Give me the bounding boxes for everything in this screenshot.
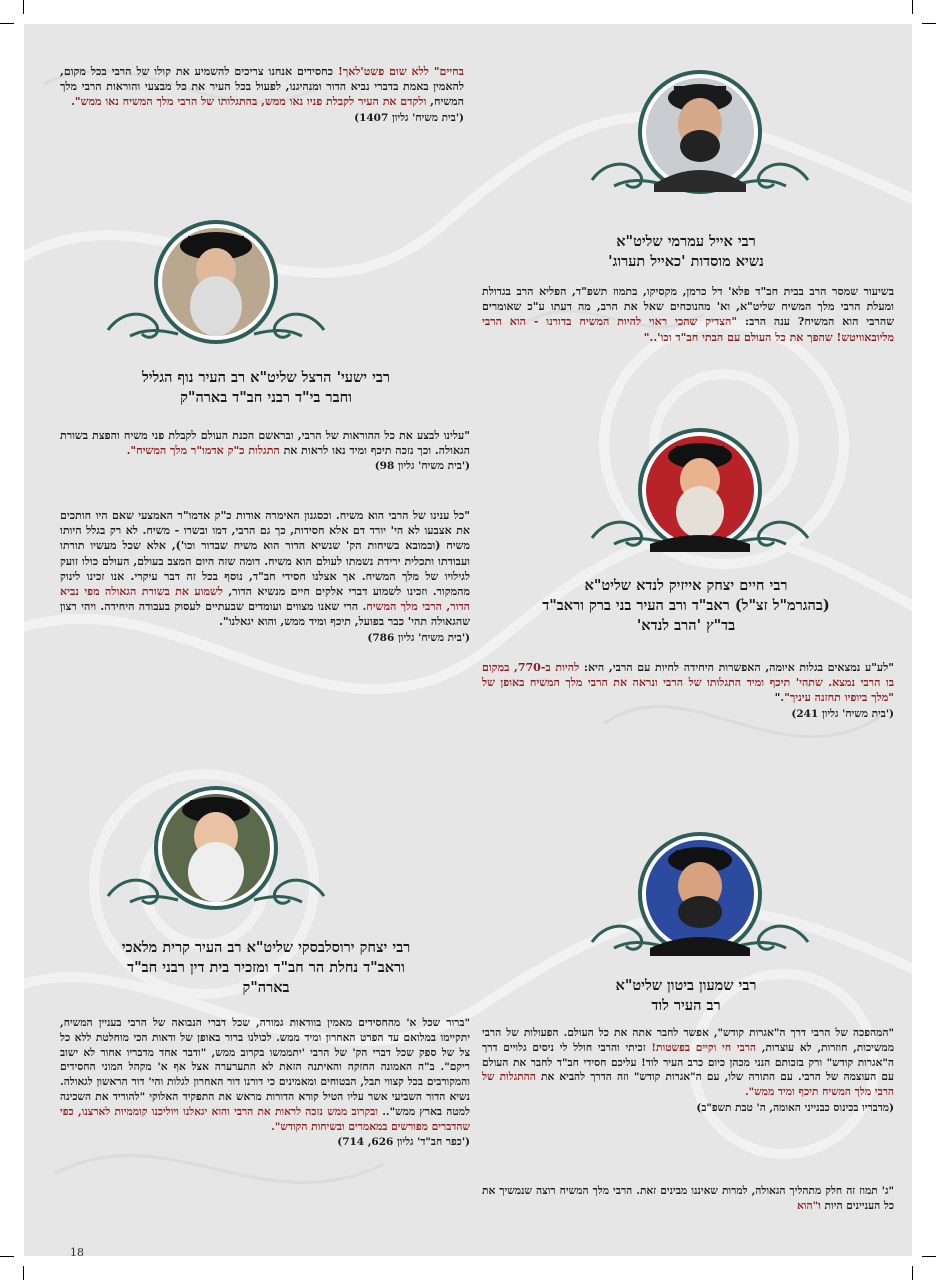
quote-part: ולקדם את העיר לקבלת פניו נאו ממש, בהתגלותו של הרבי מלך המשיח נאו ממש".	[71, 95, 427, 109]
quote-source: ('בית משיח' גליון 98)	[374, 460, 470, 473]
name-line: נשיא מוסדות 'כאייל תערוג'	[608, 253, 764, 270]
name-chaim-landa	[476, 576, 896, 636]
page-number: 18	[70, 1246, 84, 1256]
quote-part: בחיים" ללא שום פשט'לאך!	[337, 65, 464, 78]
crop-mark	[922, 1256, 936, 1257]
portrait-rabbi-yitzchak-yaroslavsky	[100, 780, 332, 930]
quote-part: "	[774, 691, 781, 705]
quote-chaim-landa	[482, 660, 894, 722]
crop-mark	[912, 0, 913, 14]
quote-part: בשיעור שמסר הרב בבית חב"ד פלא' דל כרמן, מקסיקו, בתמוז תשפ"ד, הפליא הרב בגדולת ומעלת הרבי מלך המשיח שליט"א, וא' מהנוכחים שאל את הרב, מה דעתו ע"כ שאומרים שהרבי הוא המשיח? ענה הרב:	[482, 285, 894, 329]
quote-part: "הוא	[796, 1199, 819, 1212]
quote-source: ('בית משיח' גליון 1407)	[354, 111, 464, 124]
quote-source: ('בית משיח' גליון 786)	[367, 631, 470, 644]
name-line: (בהגרמ"ל זצ"ל) ראב"ד ורב העיר בני ברק וראב"ד	[542, 597, 830, 614]
quote-part: "כל ענינו של הרבי הוא משיח. וכסגנון האימרה אודות כ"ק אדמו"ר האמצעי שאם היו חותכים את אצבעו לא הי' יורד דם אלא חסידות, כך גם הרבי, דמו ובשרו - משיח. לא רק בגלל היותו משיח (ובמובא בשיחות הק' שנשיא הדור הוא משיח שבדור וכו'), אלא שכל מעשיו תורתו ועבודתו ותכלית ירידת נשמתו לעולם הוא משיח. דומה שזה היום המצב בעולם, העולם כולו זועק לגילויו של מלך המשיח. אך אצלנו חסידי חב"ד, נוסף בכל זה דבר עיקרי. אנו זכינו לינוק מהמקור. וזכינו לשמוע דברי אלקים חיים מנשיא הדור,	[60, 509, 470, 599]
quote-source: ('כפר חב"ד' גליון 626, 714)	[337, 1136, 470, 1149]
quote-part: הרי שאנו מצווים ועומדים שבעתיים לעסוק בעבודה היחידה. ויהי רצון שהגאולה תהי' כבר בפועל, תיכף ומיד ממש, והוא יגאלנו".	[60, 600, 470, 629]
crop-mark	[0, 23, 14, 24]
portrait-rabbi-yishai-herzl	[100, 214, 332, 364]
quote-part: ובקרוב ממש נזכה לראות את הרבי והוא יגאלנו ויוליכנו קוממיות לארצנו, כפי שהדברים מפורשים במאמרים ובשיחות הקודש".	[60, 1105, 470, 1133]
quote-source: ('בית משיח' גליון 241)	[791, 707, 894, 720]
quote-closing	[482, 1184, 894, 1214]
quote-part: "ברור שכל א' מהחסידים מאמין בוודאות גמורה, שכל דברי הנבואה של הרבי בעניין המשיח, יתקיימו במלואם עד הפרט האחרון ומיד ממש. לכולנו ברור באופן של ודאות הכי מוחלטת ללא כל צל של ספק שכל דברי הק' של הרבי 'יתממשו בקרוב ממש, "ודבר אחד מדבריו אחור לא ישוב ריקם". ב"ה האמונה החזקה והאיתנה הזאת לא התערערה אצל אף א' מקהל המוני החסידים והמקורבים בכל קצווי תבל, הבטוחים ומאמינים כי דורנו דור האחרון לגלות והי' דור הראשון לגאולה. נשיא הדור השביעי אשר עליו הטיל קורא הדורות מראש את התפקיד האלוקי "להוריד את השכינה למטה בארץ ממש"..	[60, 1017, 470, 1118]
quote-eyal-amrami	[482, 284, 894, 345]
name-line: רבי חיים יצחק אייזיק לנדא שליט"א	[584, 577, 788, 594]
name-line: רבי יצחק ירוסלבסקי שליט"א רב העיר קרית מלאכי	[121, 939, 411, 956]
name-yitzchak-yaroslavsky	[60, 938, 472, 998]
crop-mark	[0, 1256, 14, 1257]
portrait-rabbi-shimon-bitton	[584, 826, 816, 976]
crop-mark	[23, 1266, 24, 1280]
quote-part: לשמוע את בשורת הגאולה מפי נביא הדור, הרבי מלך המשיח.	[60, 585, 470, 614]
quote-part: "ג' תמוז זה חלק מתהליך הגאולה, למרות שאיננו מבינים זאת. הרבי מלך המשיח רוצה שנמשיך את כל העניינים היות ו	[482, 1185, 894, 1212]
quote-top-left	[60, 64, 464, 126]
quote-part: "הצדיק שהכי ראוי להיות המשיח בדורנו - הוא הרבי מליובאוויטש! שהפך את כל העולם עם הבתי חב"ד וכו'.."	[482, 315, 894, 344]
portrait-rabbi-eyal-amrami	[584, 64, 816, 214]
name-line: רב העיר לוד	[651, 997, 721, 1014]
crop-mark	[922, 23, 936, 24]
quote-part: כחסידים אנחנו צריכים להשמיע את קולו של הרבי בכל מקום, להאמין באמת בדברי נביא הדור ומנהיגנו, לפעול בכל העיר את כל מבצעי והוראות הרבי מלך המשיח,	[60, 65, 464, 109]
magazine-page	[24, 24, 912, 1256]
quote-part: "עלינו לבצע את כל ההוראות של הרבי, ובראשם הכנת העולם לקבלת פני משיח והפצת בשורת הגאולה. וכך נזכה תיכף ומיד נאו לראות את	[60, 429, 470, 458]
quote-part: זכיתי והרבי חולל לי ניסים גלויים דרך ה"אגרות קודש" ורק בזכותם הנני מכהן כיום כרב העיר לוד! עליכם חסידי חב"ד לחבר את העולם עם העוצמה של הרבי. עם התורה שלו, עם ה"אגרות קודש" וזה הדרך להביא את	[482, 1041, 894, 1084]
name-line: בארה"ק	[242, 979, 290, 996]
name-yishai-herzl	[60, 368, 472, 408]
quote-part: התגלות כ"ק אדמו"ר מלך המשיח".	[126, 444, 280, 458]
quote-shimon-bitton	[482, 1026, 894, 1116]
quote-herzl-1	[60, 428, 470, 475]
quote-herzl-2	[60, 508, 470, 646]
name-line: רבי שמעון ביטון שליט"א	[615, 977, 757, 994]
name-line: וראב"ד נחלת הר חב"ד ומזכיר בית דין רבני חב"ד	[127, 959, 405, 976]
quote-source: (מדבריו בכינוס כבנייני האומה, ה' טבת תשפ"ב)	[696, 1101, 894, 1114]
quote-part: "המהפכה של הרבי דרך ה"אגרות קודש", אפשר לחבר אתה את כל העולם. הפעולות של הרבי ממשיכות, חוזרות, לא עוצרות,	[482, 1027, 894, 1054]
name-line: רבי ישעי' הרצל שליט"א רב העיר נוף הגליל	[141, 369, 391, 386]
name-line: רבי אייל עמרמי שליט"א	[616, 233, 756, 250]
name-line: בד"ץ 'הרב לנדא'	[636, 617, 736, 634]
quote-part: "לע"ע נמצאים בגלות איומה, האפשרות היחידה לחיות עם הרבי, היא:	[579, 661, 895, 674]
quote-part: ההתגלות של הרבי מלך המשיח תיכף ומיד ממש".	[482, 1071, 894, 1099]
crop-mark	[912, 1266, 913, 1280]
name-shimon-bitton	[476, 976, 896, 1016]
crop-mark	[23, 0, 24, 14]
name-line: וחבר בי"ד רבני חב"ד בארה"ק	[180, 389, 352, 406]
portrait-rabbi-chaim-landa	[584, 422, 816, 572]
name-eyal-amrami	[476, 232, 896, 272]
quote-yitzchak-yaroslavsky	[60, 1016, 470, 1150]
quote-part: להיות ב-770, במקום בו הרבי נמצא. שתהי' תיכף ומיד התגלותו של הרבי ונראה את הרבי מלך המשיח באופן של "מלך ביופיו תחזנה עיניך".	[482, 661, 894, 705]
quote-part: הרבי חי וקיים בפשטות!	[651, 1041, 757, 1054]
